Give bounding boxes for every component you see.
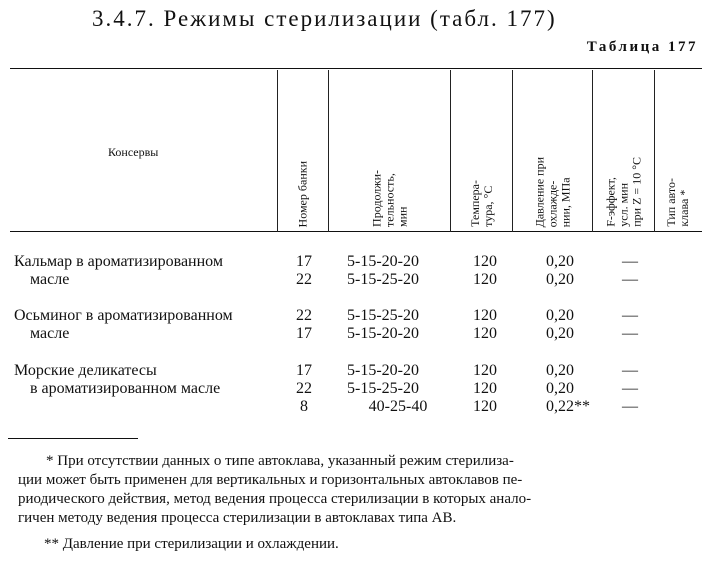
- temperature-cell: 120: [473, 398, 497, 415]
- product-name-line: в ароматизированном масле: [30, 380, 221, 397]
- product-name-line: масле: [30, 325, 70, 342]
- footnote-rule: [8, 438, 138, 439]
- product-name-line: Морские деликатесы: [14, 362, 157, 379]
- column-header-temperature-text: Темпера- тура, °С: [467, 180, 495, 227]
- pressure-cell: 0,20: [546, 362, 574, 379]
- footnote-1-line: риодического действия, метод ведения процесса стерилизации в которых анало-: [18, 491, 532, 507]
- can-number-cell: 22: [296, 380, 312, 397]
- footnote-1-line: * При отсутствии данных о типе автоклава, указанный режим стерилиза-: [46, 453, 514, 469]
- column-header-f-effect: [593, 72, 654, 227]
- can-number-cell: 8: [300, 398, 308, 415]
- column-header-can-number-text: Номер банки: [295, 160, 310, 227]
- f-effect-cell: —: [622, 253, 638, 270]
- product-name-line: Кальмар в ароматизированном: [14, 253, 223, 270]
- column-header-autoclave-type-text: Тип авто- клава *: [663, 178, 691, 227]
- temperature-cell: 120: [473, 325, 497, 342]
- temperature-cell: 120: [473, 380, 497, 397]
- section-heading: 3.4.7. Режимы стерилизации (табл. 177): [92, 6, 557, 31]
- pressure-cell: 0,22**: [546, 398, 590, 415]
- footnote-2: ** Давление при стерилизации и охлаждении.: [44, 536, 339, 552]
- column-header-duration: [329, 72, 450, 227]
- duration-cell: 5-15-25-20: [347, 380, 419, 397]
- temperature-cell: 120: [473, 307, 497, 324]
- f-effect-cell: —: [622, 362, 638, 379]
- can-number-cell: 17: [296, 325, 312, 342]
- f-effect-cell: —: [622, 307, 638, 324]
- temperature-cell: 120: [473, 253, 497, 270]
- product-name-line: Осьминог в ароматизированном: [14, 307, 233, 324]
- footnote-1-line: гичен методу ведения процесса стерилизации в автоклавах типа АВ.: [18, 510, 457, 526]
- duration-cell: 5-15-25-20: [347, 307, 419, 324]
- temperature-cell: 120: [473, 271, 497, 288]
- pressure-cell: 0,20: [546, 307, 574, 324]
- pressure-cell: 0,20: [546, 271, 574, 288]
- column-header-autoclave-type: [655, 72, 700, 227]
- column-header-product: Консервы: [108, 145, 159, 159]
- column-header-duration-text: Продолжи- тельность, мин: [369, 170, 409, 227]
- pressure-cell: 0,20: [546, 380, 574, 397]
- pressure-cell: 0,20: [546, 325, 574, 342]
- column-header-temperature: [451, 72, 512, 227]
- duration-cell: 5-15-25-20: [347, 271, 419, 288]
- column-header-pressure-text: Давление при охлажде- нии, МПа: [532, 156, 572, 227]
- can-number-cell: 22: [296, 271, 312, 288]
- duration-cell: 5-15-20-20: [347, 362, 419, 379]
- table-header-rule: [10, 231, 702, 232]
- table-label: Таблица 177: [586, 39, 698, 55]
- duration-cell: 5-15-20-20: [347, 325, 419, 342]
- column-header-f-effect-text: F-эффект, усл. мин при Z = 10 °С: [603, 157, 643, 227]
- f-effect-cell: —: [622, 325, 638, 342]
- can-number-cell: 17: [296, 362, 312, 379]
- duration-cell: 5-15-20-20: [347, 253, 419, 270]
- f-effect-cell: —: [622, 380, 638, 397]
- f-effect-cell: —: [622, 271, 638, 288]
- can-number-cell: 17: [296, 253, 312, 270]
- can-number-cell: 22: [296, 307, 312, 324]
- product-name-line: масле: [30, 271, 70, 288]
- column-header-can-number: [278, 72, 328, 227]
- table-top-rule: [10, 68, 702, 69]
- f-effect-cell: —: [622, 398, 638, 415]
- temperature-cell: 120: [473, 362, 497, 379]
- duration-cell: 40-25-40: [368, 398, 428, 415]
- pressure-cell: 0,20: [546, 253, 574, 270]
- column-header-pressure: [513, 72, 592, 227]
- footnote-1-line: ции может быть применен для вертикальных и горизонтальных автоклавов пе-: [18, 472, 523, 488]
